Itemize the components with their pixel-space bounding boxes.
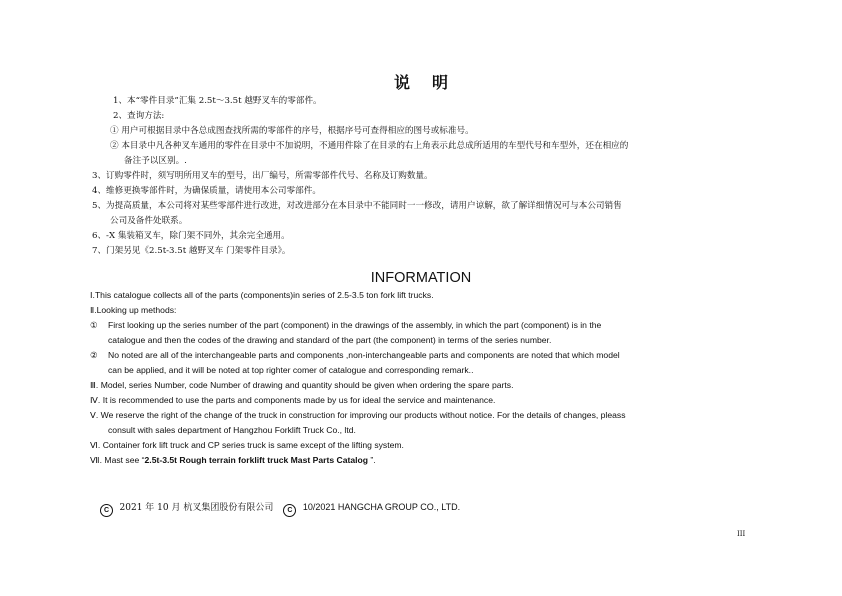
copyright-en: 10/2021 HANGCHA GROUP CO., LTD. xyxy=(302,502,461,512)
cn-line-1: 1、本“零件目录”汇集 2.5t～3.5t 越野叉车的零部件。 xyxy=(113,96,322,106)
en-item-num: Ⅴ. xyxy=(90,410,99,420)
cn-line-9: 公司及备件处联系。 xyxy=(110,216,188,226)
en-item-6 xyxy=(108,364,473,376)
cn-line-8: 5、为提高质量，本公司将对某些零部件进行改进，对改进部分在本目录中不能同时一一修改，请用户谅解，欲了解详细情况可与本公司销售 xyxy=(92,201,622,211)
en-item-9 xyxy=(90,409,626,421)
en-item-text: This catalogue collects all of the parts (components)in series of 2.5-3.5 ton fork lift trucks. xyxy=(94,290,434,300)
en-item-num: Ⅲ. xyxy=(90,380,99,390)
en-item-10 xyxy=(108,424,356,436)
en-item-7 xyxy=(90,379,513,391)
en-item-num: Ⅰ. xyxy=(90,290,95,300)
cn-line-6: 3、订购零件时，须写明所用叉车的型号，出厂编号，所需零部件代号、名称及订购数量。 xyxy=(92,171,433,181)
en-item-text: consult with sales department of Hangzhou Forklift Truck Co., ltd. xyxy=(108,425,356,435)
en-item-12 xyxy=(90,454,376,466)
en-item-text: Looking up methods: xyxy=(96,305,177,315)
cn-line-7: 4、维修更换零部件时，为确保质量，请使用本公司零部件。 xyxy=(92,186,321,196)
copyright-icon: C xyxy=(283,504,296,517)
page-number: III xyxy=(737,530,746,538)
en-item-1 xyxy=(90,289,434,301)
mast-catalog-title: 2.5t-3.5t Rough terrain forklift truck Mast Parts Catalog xyxy=(144,455,369,465)
en-item-num: Ⅶ. xyxy=(90,455,103,465)
copyright-icon: C xyxy=(100,504,113,517)
copyright-cn: 2021 年 10 月 杭叉集团股份有限公司 xyxy=(119,503,274,513)
en-item-text: catalogue and then the codes of the drawing and standard of the part (the component) in terms of the series number. xyxy=(108,335,552,345)
en-item-num: Ⅱ. xyxy=(90,305,97,315)
cn-line-11: 7、门架另见《2.5t-3.5t 越野叉车 门架零件目录》。 xyxy=(92,246,291,256)
en-item-2 xyxy=(90,304,176,316)
chinese-title: 说明 xyxy=(393,73,470,92)
english-title: INFORMATION xyxy=(370,270,472,286)
en-item-3 xyxy=(90,319,601,331)
en-item-text: Model, series Number, code Number of drawing and quantity should be given when ordering the spare parts. xyxy=(100,380,514,390)
en-item-text: No noted are all of the interchangeable parts and components ,non-interchangeable parts and components are noted that which model xyxy=(108,350,620,360)
en-item-text: Container fork lift truck and CP series truck is same except of the lifting system. xyxy=(102,440,404,450)
en-item-text: First looking up the series number of the part (component) in the drawings of the assembly, in which the part (component) is in the xyxy=(108,320,602,330)
cn-line-4: ② 本目录中凡各种叉车通用的零件在目录中不加说明，不通用件除了在目录的右上角表示此总成所适用的车型代号和车型外，还在相应的 xyxy=(110,141,629,151)
en-item-num: Ⅵ. xyxy=(90,440,101,450)
cn-line-5: 备注予以区别。. xyxy=(124,156,187,166)
en-item-5 xyxy=(90,349,620,361)
cn-line-3: ① 用户可根据目录中各总成图查找所需的零部件的序号，根据序号可查得相应的图号或标准号。 xyxy=(110,126,474,136)
en-item-11 xyxy=(90,439,404,451)
en-item-4 xyxy=(108,334,551,346)
en-item-text-suffix: ”. xyxy=(368,455,376,465)
en-item-num: ① xyxy=(90,320,98,330)
en-item-text: We reserve the right of the change of the truck in construction for improving our products without notice. For the details of changes, pleass xyxy=(100,410,626,420)
en-item-text: can be applied, and it will be noted at top righter comer of catalogue and corresponding remark.. xyxy=(108,365,474,375)
en-item-num: ② xyxy=(90,350,98,360)
en-item-text-prefix: Mast see “ xyxy=(104,455,145,465)
en-item-text: It is recommended to use the parts and components made by us for ideal the service and maintenance. xyxy=(102,395,496,405)
en-item-num: Ⅳ. xyxy=(90,395,101,405)
en-item-8 xyxy=(90,394,495,406)
copyright-line xyxy=(100,500,460,517)
cn-line-2: 2、查询方法: xyxy=(113,111,165,121)
cn-line-10: 6、-X 集装箱叉车，除门架不同外，其余完全通用。 xyxy=(92,231,290,241)
